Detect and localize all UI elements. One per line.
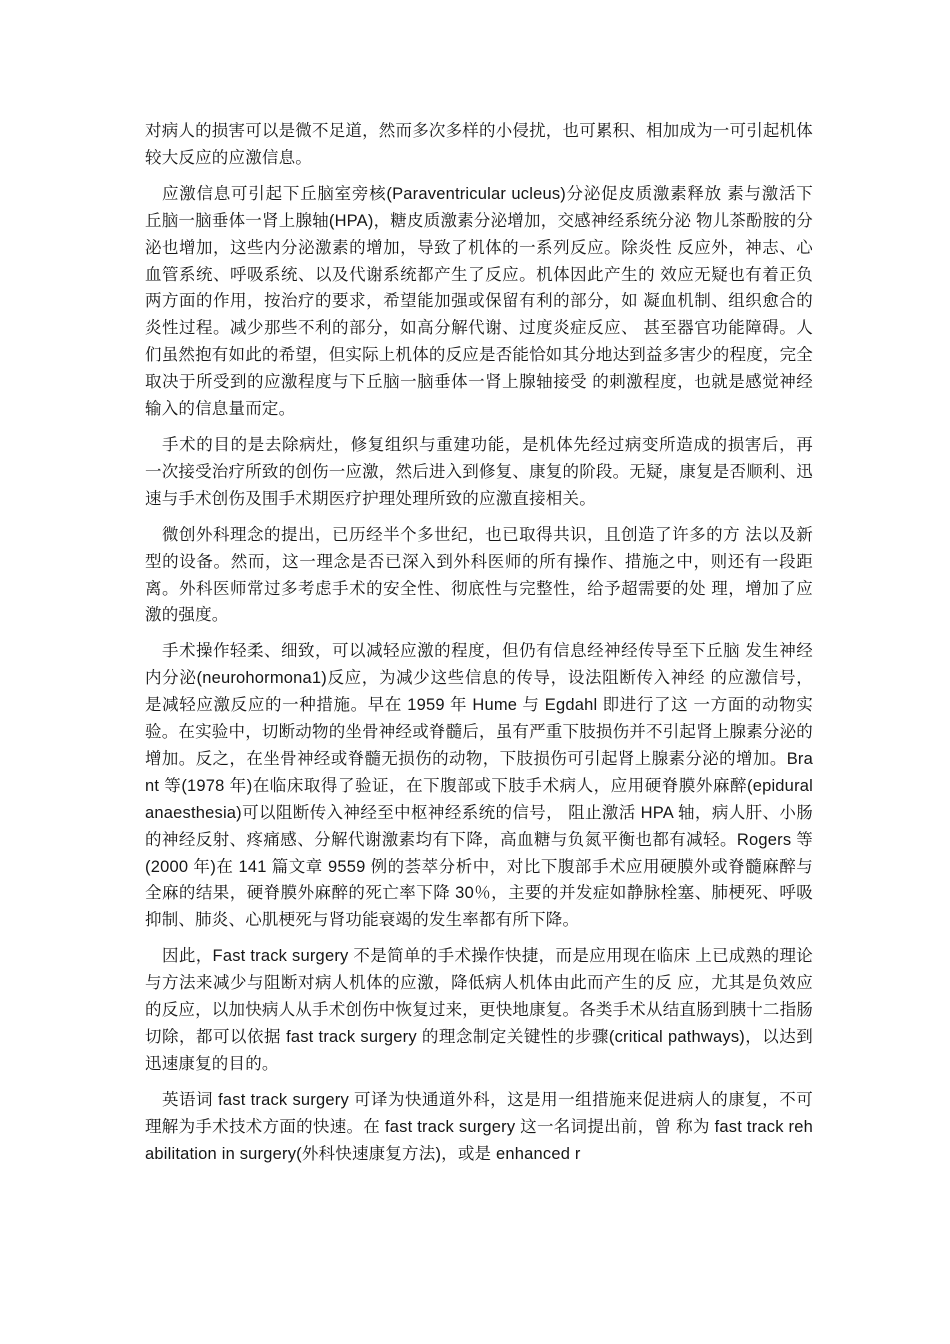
paragraph-3: 手术的目的是去除病灶，修复组织与重建功能，是机体先经过病变所造成的损害后，再一次接受治疗所致的创伤一应激，然后进入到修复、康复的阶段。无疑，康复是否顺利、迅速与手术创伤及围手术期医疗护理处理所致的应激直接相关。 [145, 435, 813, 508]
paragraph-5: 手术操作轻柔、细致，可以减轻应激的程度，但仍有信息经神经传导至下丘脑 发生神经内分泌(neurohormona1)反应，为减少这些信息的传导，设法阻断传入神经 的应激信号，是减轻应激反应的一种措施。早在 1959 年 Hume 与 Egdahl 即进行了这 一方面的动物实验。在实验中，切断动物的坐骨神经或脊髓后，虽有严重下肢损伤并不引起肾上腺素分泌的增加。反之，在坐骨神经或脊髓无损伤的动物，下肢损伤可引起肾上腺素分泌的增加。Brant 等(1978 年)在临床取得了验证，在下腹部或下肢手术病人，应用硬脊膜外麻醉(epidural anaesthesia)可以阻断传入神经至中枢神经系统的信号， 阻止激活 HPA 轴，病人肝、小肠的神经反射、疼痛感、分解代谢激素均有下降，高血糖与负氮平衡也都有减轻。Rogers 等(2000 年)在 141 篇文章 9559 例的荟萃分析中，对比下腹部手术应用硬膜外或脊髓麻醉与全麻的结果，硬脊膜外麻醉的死亡率下降 30％，主要的并发症如静脉栓塞、肺梗死、呼吸抑制、肺炎、心肌梗死与肾功能衰竭的发生率都有所下降。 [145, 642, 813, 930]
paragraph-7: 英语词 fast track surgery 可译为快通道外科，这是用一组措施来促进病人的康复，不可理解为手术技术方面的快速。在 fast track surgery 这一名词提出前，曾 称为 fast track rehabilitation in surgery(外科快速康复方法)，或是 enhanced r [145, 1090, 813, 1163]
text-column [145, 118, 813, 1177]
paragraph-6: 因此，Fast track surgery 不是简单的手术操作快捷，而是应用现在临床 上已成熟的理论与方法来减少与阻断对病人机体的应激，降低病人机体由此而产生的反 应，尤其是负效应的反应，以加快病人从手术创伤中恢复过来，更快地康复。各类手术从结直肠到胰十二指肠切除，都可以依据 fast track surgery 的理念制定关键性的步骤(critical pathways)，以达到迅速康复的目的。 [145, 947, 813, 1073]
paragraph-4: 微创外科理念的提出，已历经半个多世纪，也已取得共识，且创造了许多的方 法以及新型的设备。然而，这一理念是否已深入到外科医师的所有操作、措施之中，则还有一段距离。外科医师常过多考虑手术的安全性、彻底性与完整性，给予超需要的处 理，增加了应激的强度。 [145, 525, 813, 625]
paragraph-1: 对病人的损害可以是微不足道，然而多次多样的小侵扰，也可累积、相加成为一可引起机体较大反应的应激信息。 [145, 122, 813, 167]
paragraph-2: 应激信息可引起下丘脑室旁核(Paraventricular ucleus)分泌促皮质激素释放 素与激活下丘脑一脑垂体一肾上腺轴(HPA)，糖皮质激素分泌增加，交感神经系统分泌 物儿茶酚胺的分泌也增加，这些内分泌激素的增加，导致了机体的一系列反应。除炎性 反应外，神志、心血管系统、呼吸系统、以及代谢系统都产生了反应。机体因此产生的 效应无疑也有着正负两方面的作用，按治疗的要求，希望能加强或保留有利的部分，如 凝血机制、组织愈合的炎性过程。减少那些不利的部分，如高分解代谢、过度炎症反应、 甚至器官功能障碍。人们虽然抱有如此的希望，但实际上机体的反应是否能恰如其分地达到益多害少的程度，完全取决于所受到的应激程度与下丘脑一脑垂体一肾上腺轴接受 的刺激程度，也就是感觉神经输入的信息量而定。 [145, 184, 813, 419]
